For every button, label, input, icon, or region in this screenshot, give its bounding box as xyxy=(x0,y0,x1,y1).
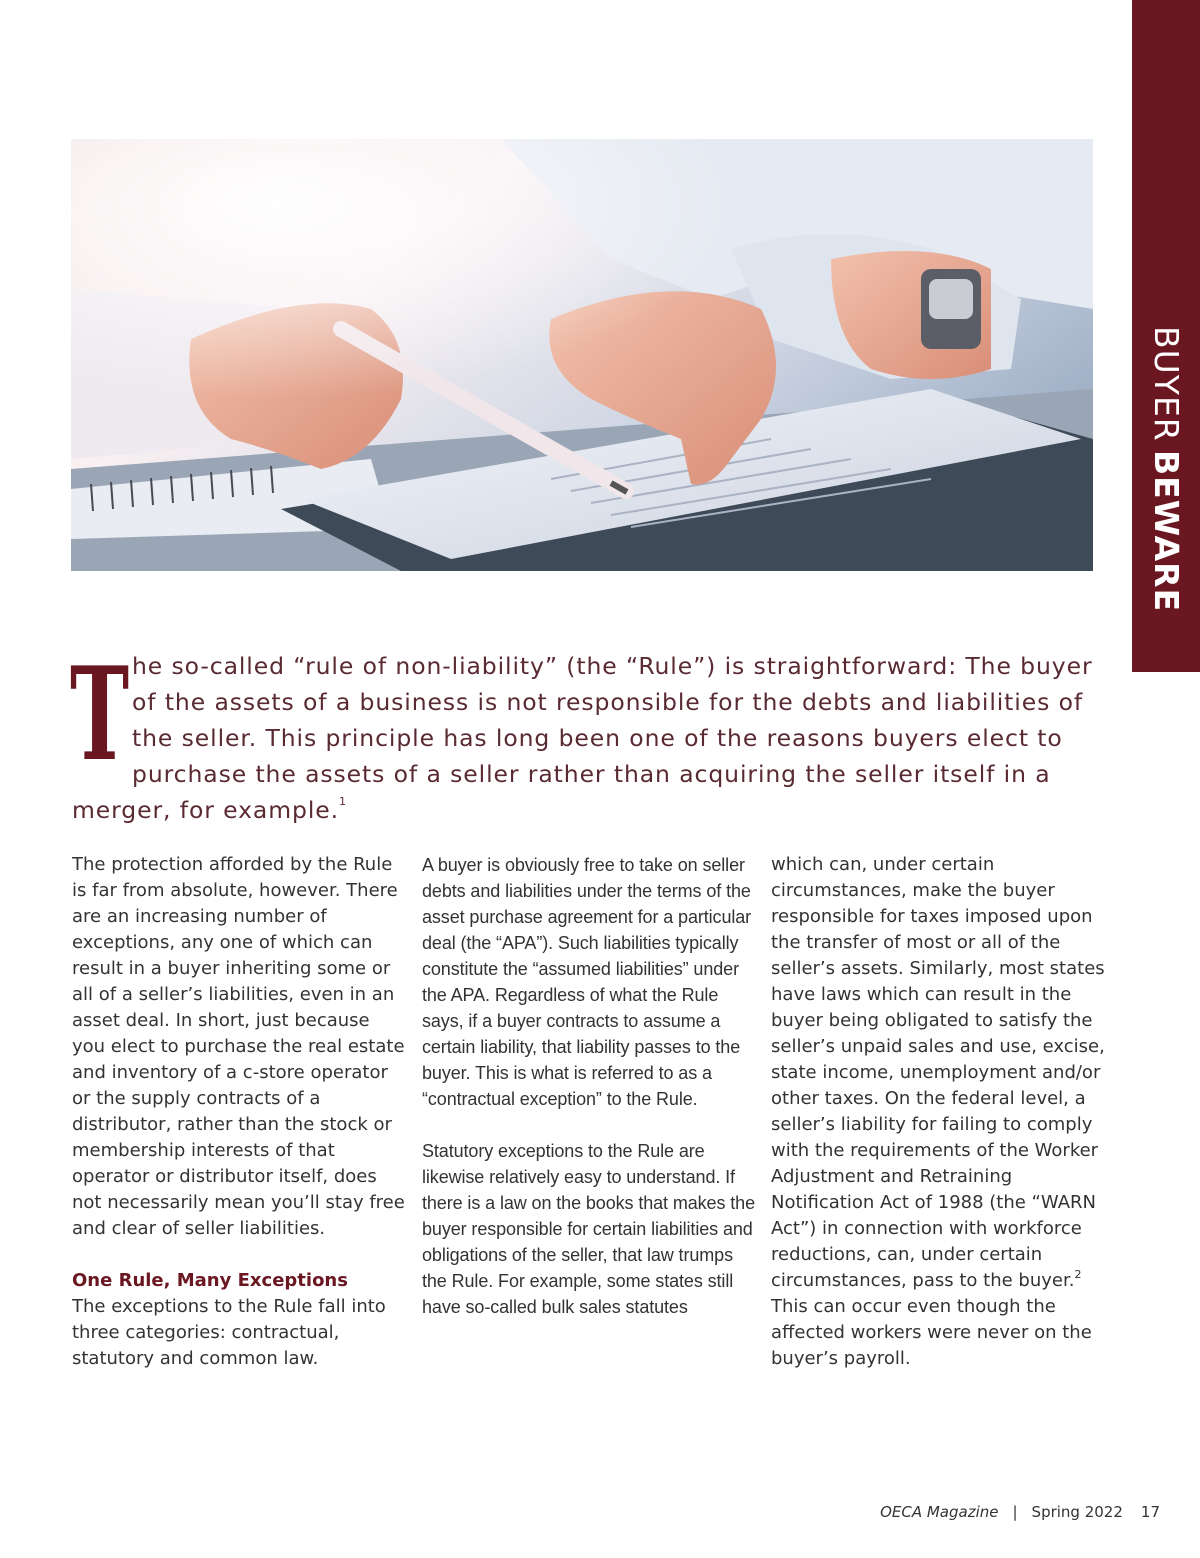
column-1-paragraph-1: The protection afforded by the Rule is far from absolute, however. There are an increasing number of exceptions, any one of which can result in a buyer inheriting some or all of a seller’s liabilities, even in an asset deal. In short, just because you elect to purchase the real estate and inventory of a c-store operator or the supply contracts of a distributor, rather than the stock or membership interests of that operator or distributor itself, does not necessarily mean you’ll stay free and clear of seller liabilities. xyxy=(72,854,405,1239)
footer-separator: | xyxy=(1012,1503,1018,1521)
column-2 xyxy=(422,852,757,1320)
column-1-paragraph-2: The exceptions to the Rule fall into three categories: contractual, statutory and common law. xyxy=(72,1296,386,1369)
column-2-paragraph-1: A buyer is obviously free to take on seller debts and liabilities under the terms of the asset purchase agreement for a particular deal (the “APA”). Such liabilities typically constitute the “assumed liabilities” under the APA. Regardless of what the Rule says, if a buyer contracts to assume a certain liability, that liability passes to the buyer. This is what is referred to as a “contractual exception” to the Rule. xyxy=(422,855,752,1109)
magazine-name: OECA Magazine xyxy=(880,1503,999,1521)
subheading: One Rule, Many Exceptions xyxy=(72,1270,348,1291)
issue-date: Spring 2022 xyxy=(1031,1503,1123,1521)
column-3-text-after: This can occur even though the affected workers were never on the buyer’s payroll. xyxy=(771,1296,1092,1369)
page-number: 17 xyxy=(1140,1503,1160,1521)
column-2-paragraph-2: Statutory exceptions to the Rule are likewise relatively easy to understand. If there is a law on the books that makes the buyer responsible for certain liabilities and obligations of the seller, that law trumps the Rule. For example, some states still have so-called bulk sales statutes xyxy=(422,1141,755,1317)
column-3 xyxy=(771,852,1106,1372)
page-footer xyxy=(880,1503,1160,1521)
footnote-marker-2: 2 xyxy=(1074,1268,1082,1281)
section-tab-label xyxy=(1132,326,1200,656)
intro-paragraph xyxy=(70,640,1102,828)
drop-cap: T xyxy=(70,640,130,790)
photo-illustration xyxy=(71,139,1093,571)
document-review-photo xyxy=(71,139,1093,571)
column-3-text-before: which can, under certain circumstances, make the buyer responsible for taxes imposed upon the transfer of most or all of the seller’s assets. Similarly, most states have laws which can result in the buyer being obligated to satisfy the seller’s unpaid sales and use, excise, state income, unemployment and/or other taxes. On the federal level, a seller’s liability for failing to comply with the requirements of the Worker Adjustment and Retraining Notification Act of 1988 (the “WARN Act”) in connection with workforce reductions, can, under certain circumstances, pass to the buyer. xyxy=(771,854,1105,1291)
section-tab-label-bold: BEWARE xyxy=(1147,449,1186,612)
footnote-marker-1: 1 xyxy=(338,795,347,808)
intro-text: he so-called “rule of non-liability” (the “Rule”) is straightforward: The buyer of the assets of a business is not responsible for the debts and liabilities of the seller. This principle has long been one of the reasons buyers elect to purchase the assets of a seller rather than acquiring the seller itself in a merger, for example. xyxy=(72,652,1093,824)
column-3-paragraph-1 xyxy=(771,852,1106,1372)
column-1 xyxy=(72,852,407,1372)
section-tab-label-light: BUYER xyxy=(1147,326,1186,442)
